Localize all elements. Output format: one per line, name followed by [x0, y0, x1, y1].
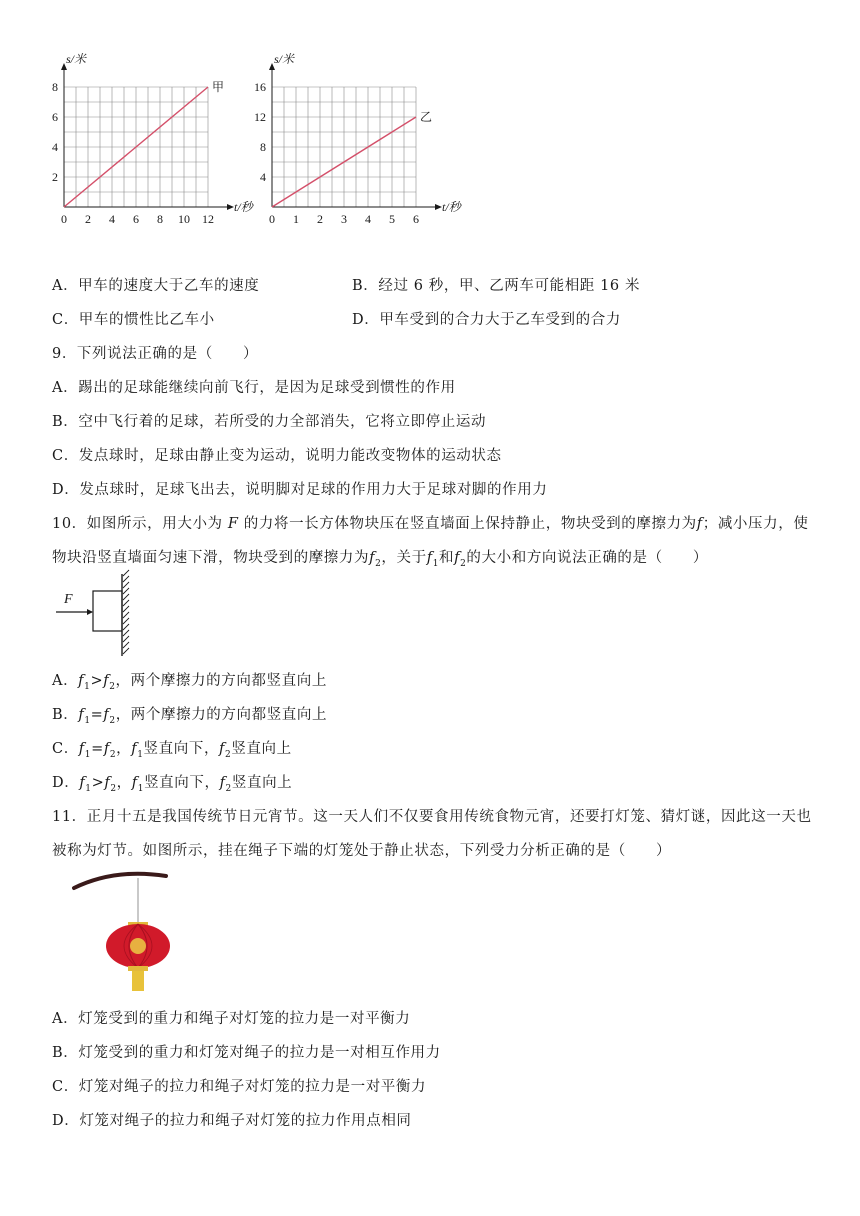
force-arrowhead — [87, 609, 93, 615]
y-tick-label: 4 — [260, 170, 266, 184]
y-tick-label: 4 — [52, 140, 58, 154]
x-tick-label: 0 — [61, 212, 67, 226]
q8-option-a[interactable]: A．甲车的速度大于乙车的速度 — [52, 278, 260, 294]
x-axis-arrow — [435, 204, 442, 210]
series-label: 甲 — [212, 80, 225, 94]
x-tick-label: 6 — [413, 212, 419, 226]
q8-option-d[interactable]: D．甲车受到的合力大于乙车受到的合力 — [352, 312, 621, 328]
x-tick-label: 5 — [389, 212, 395, 226]
y-tick-label: 8 — [52, 80, 58, 94]
wall-hatching — [123, 570, 129, 654]
y-axis-label: s/米 — [66, 52, 87, 66]
q10-stem-line2: 物块沿竖直墙面匀速下滑，物块受到的摩擦力为$f_2$，关于$f_1$和$f_2$的大小和方向说法正确的是（ ） — [52, 550, 709, 569]
lantern-emblem — [130, 938, 146, 954]
q11-lantern-image — [70, 866, 180, 996]
x-tick-label: 1 — [293, 212, 299, 226]
x-tick-label: 10 — [178, 212, 190, 226]
y-axis-label: s/米 — [274, 52, 295, 66]
y-tick-label: 6 — [52, 110, 58, 124]
hanging-rod — [74, 874, 166, 888]
q10-block-wall-figure — [52, 570, 142, 660]
x-tick-label: 8 — [157, 212, 163, 226]
x-tick-label: 6 — [133, 212, 139, 226]
x-tick-label: 4 — [365, 212, 371, 226]
q9-option-b[interactable]: B．空中飞行着的足球，若所受的力全部消失，它将立即停止运动 — [52, 414, 487, 430]
x-axis-arrow — [227, 204, 234, 210]
block — [93, 591, 122, 631]
y-tick-label: 12 — [254, 110, 266, 124]
q10-option-c[interactable]: C．$f_1=f_2$，$f_1$竖直向下，$f_2$竖直向上 — [52, 741, 292, 760]
x-tick-label: 2 — [85, 212, 91, 226]
force-label: F — [64, 592, 73, 607]
x-axis-label: t/秒 — [234, 200, 253, 214]
x-axis-label: t/秒 — [442, 200, 461, 214]
q9-option-c[interactable]: C．发点球时，足球由静止变为运动，说明力能改变物体的运动状态 — [52, 448, 502, 464]
x-tick-label: 3 — [341, 212, 347, 226]
x-tick-label: 12 — [202, 212, 214, 226]
q10-stem-line1: 10．如图所示，用大小为 F 的力将一长方体物块压在竖直墙面上保持静止，物块受到的摩擦力为f；减小压力，使 — [52, 516, 809, 532]
y-tick-label: 2 — [52, 170, 58, 184]
x-tick-label: 4 — [109, 212, 115, 226]
q8-option-c[interactable]: C．甲车的惯性比乙车小 — [52, 312, 215, 328]
chart-jia-st-graph — [40, 52, 270, 232]
q11-stem-line1: 11．正月十五是我国传统节日元宵节。这一天人们不仅要食用传统食物元宵，还要打灯笼、猜灯谜，因此这一天也 — [52, 809, 812, 825]
q11-option-a[interactable]: A．灯笼受到的重力和绳子对灯笼的拉力是一对平衡力 — [52, 1011, 411, 1027]
q10-option-b[interactable]: B．$f_1=f_2$，两个摩擦力的方向都竖直向上 — [52, 707, 328, 726]
x-tick-label: 0 — [269, 212, 275, 226]
y-tick-label: 16 — [254, 80, 266, 94]
q9-option-d[interactable]: D．发点球时，足球飞出去，说明脚对足球的作用力大于足球对脚的作用力 — [52, 482, 548, 498]
tassel — [132, 971, 144, 991]
chart-yi-st-graph — [248, 52, 478, 232]
q11-option-b[interactable]: B．灯笼受到的重力和灯笼对绳子的拉力是一对相互作用力 — [52, 1045, 441, 1061]
q10-option-d[interactable]: D．$f_1>f_2$，$f_1$竖直向下，$f_2$竖直向上 — [52, 775, 293, 794]
q11-stem-line2: 被称为灯节。如图所示，挂在绳子下端的灯笼处于静止状态，下列受力分析正确的是（ ） — [52, 843, 672, 859]
q11-option-c[interactable]: C．灯笼对绳子的拉力和绳子对灯笼的拉力是一对平衡力 — [52, 1079, 427, 1095]
x-tick-label: 2 — [317, 212, 323, 226]
q8-option-b[interactable]: B．经过 6 秒，甲、乙两车可能相距 16 米 — [352, 278, 641, 294]
y-tick-label: 8 — [260, 140, 266, 154]
lantern-bottom-cap — [128, 966, 148, 971]
q11-option-d[interactable]: D．灯笼对绳子的拉力和绳子对灯笼的拉力作用点相同 — [52, 1113, 412, 1129]
q9-option-a[interactable]: A．踢出的足球能继续向前飞行，是因为足球受到惯性的作用 — [52, 380, 456, 396]
q9-stem: 9．下列说法正确的是（ ） — [52, 346, 259, 362]
q10-option-a[interactable]: A．$f_1>f_2$，两个摩擦力的方向都竖直向上 — [52, 673, 327, 692]
series-label: 乙 — [420, 110, 433, 124]
